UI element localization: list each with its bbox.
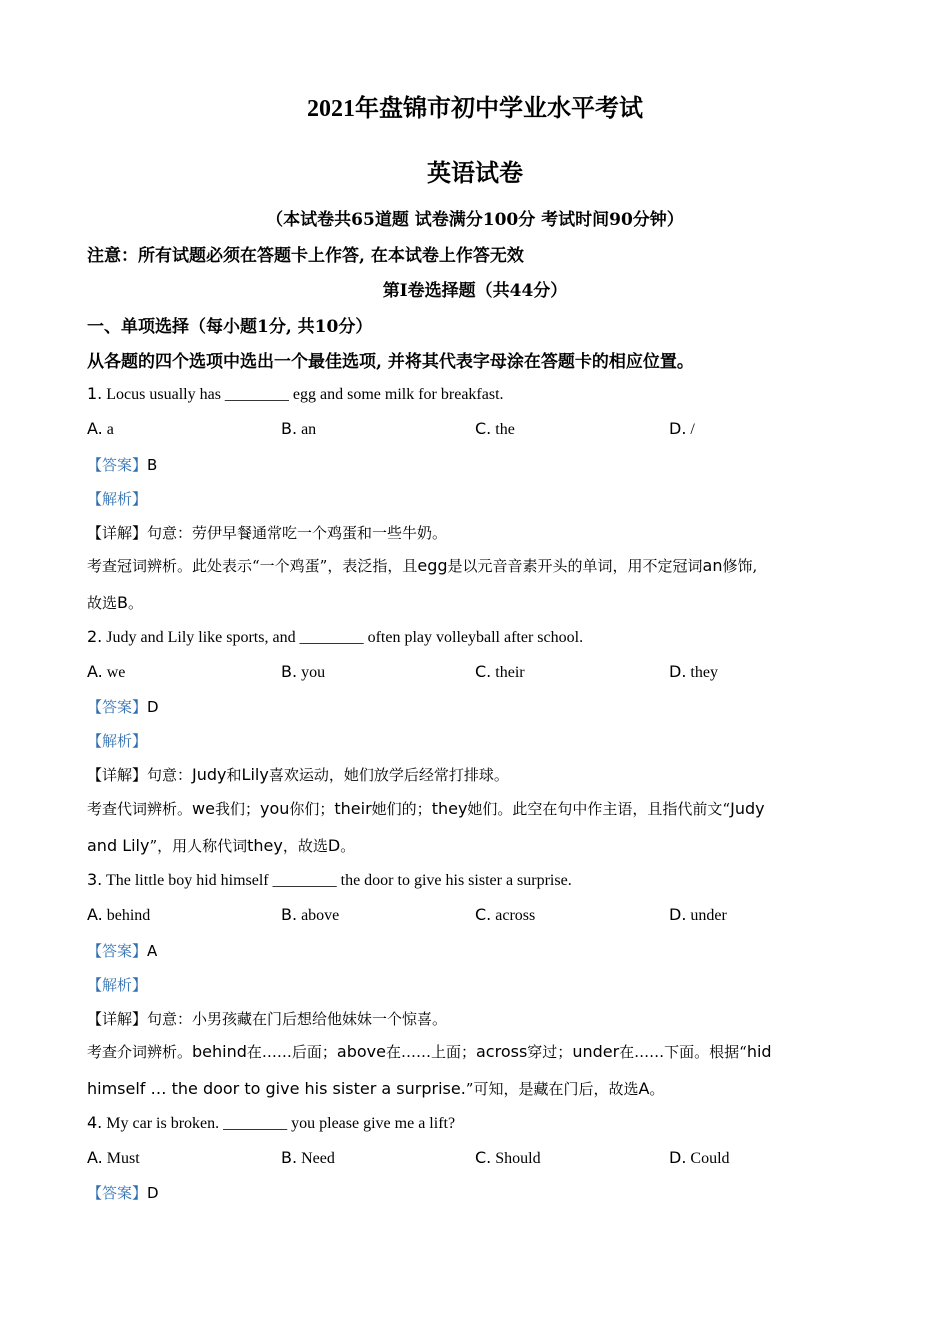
- notice: 注意：所有试题必须在答题卡上作答, 在本试卷上作答无效: [87, 246, 524, 266]
- part-title: 第I卷选择题（共44分）: [382, 281, 568, 301]
- option-d: D. Could: [669, 1148, 730, 1167]
- option-d: D. under: [669, 905, 727, 924]
- option-a: A. a: [87, 419, 114, 438]
- explanation-line: 故选B。: [87, 593, 144, 612]
- explanation-line: 考查代词辨析。we我们；you你们；their她们的；they她们。此空在句中作主语，且指代前文“Judy: [87, 799, 765, 818]
- exam-title: 2021年盘锦市初中学业水平考试: [307, 96, 643, 122]
- option-c: C. the: [475, 419, 515, 438]
- question-stem: The little boy hid himself ________ the door to give his sister a surprise.: [105, 872, 572, 889]
- question-1: [87, 384, 504, 404]
- option-d: D. /: [669, 419, 695, 438]
- option-a: A. behind: [87, 905, 151, 924]
- option-c: C. Should: [475, 1148, 541, 1167]
- explanation-line: and Lily”，用人称代词they，故选D。: [87, 836, 356, 855]
- question-number: 3.: [87, 870, 103, 889]
- analysis-tag: 【解析】: [87, 732, 148, 750]
- section-title: 一、单项选择（每小题1分, 共10分）: [87, 317, 373, 337]
- option-c: C. across: [475, 905, 536, 924]
- question-3: [87, 870, 572, 890]
- question-2: [87, 627, 583, 647]
- option-b: B. above: [281, 905, 340, 924]
- question-number: 4.: [87, 1113, 103, 1132]
- question-stem: My car is broken. ________ you please give me a lift?: [106, 1115, 456, 1132]
- detail-line: 【详解】句意：小男孩藏在门后想给他妹妹一个惊喜。: [87, 1010, 448, 1028]
- explanation-line: himself … the door to give his sister a surprise.”可知，是藏在门后，故选A。: [87, 1079, 665, 1098]
- option-a: A. we: [87, 662, 126, 681]
- option-c: C. their: [475, 662, 525, 681]
- explanation-line: 考查冠词辨析。此处表示“一个鸡蛋”，表泛指，且egg是以元音音素开头的单词，用不定冠词an修饰,: [87, 556, 758, 575]
- exam-subtitle: 英语试卷: [427, 161, 523, 187]
- question-number: 2.: [87, 627, 103, 646]
- section-instruction: 从各题的四个选项中选出一个最佳选项, 并将其代表字母涂在答题卡的相应位置。: [87, 352, 694, 372]
- answer-line: 【答案】D: [87, 698, 159, 716]
- analysis-tag: 【解析】: [87, 976, 148, 994]
- detail-line: 【详解】句意：劳伊早餐通常吃一个鸡蛋和一些牛奶。: [87, 524, 448, 542]
- explanation-line: 考查介词辨析。behind在……后面；above在……上面；across穿过；under在……下面。根据“hid: [87, 1042, 772, 1061]
- question-stem: Locus usually has ________ egg and some milk for breakfast.: [106, 386, 504, 403]
- option-b: B. an: [281, 419, 317, 438]
- question-stem: Judy and Lily like sports, and ________ often play volleyball after school.: [106, 629, 584, 646]
- answer-line: 【答案】A: [87, 942, 158, 960]
- analysis-tag: 【解析】: [87, 490, 148, 508]
- answer-line: 【答案】D: [87, 1184, 159, 1202]
- option-a: A. Must: [87, 1148, 140, 1167]
- exam-info: （本试卷共65道题 试卷满分100分 考试时间90分钟）: [266, 210, 684, 230]
- option-b: B. Need: [281, 1148, 335, 1167]
- option-b: B. you: [281, 662, 326, 681]
- question-number: 1.: [87, 384, 103, 403]
- option-d: D. they: [669, 662, 718, 681]
- question-4: [87, 1113, 455, 1133]
- answer-line: 【答案】B: [87, 456, 158, 474]
- detail-line: 【详解】句意：Judy和Lily喜欢运动，她们放学后经常打排球。: [87, 765, 509, 784]
